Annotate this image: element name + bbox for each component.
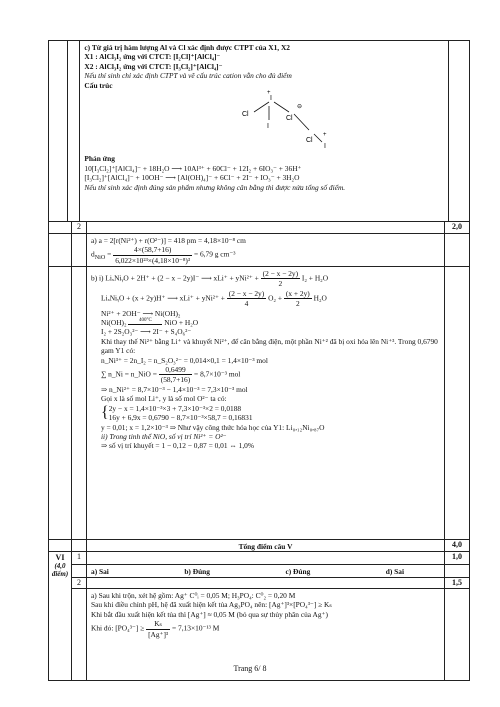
total-label: Tổng điểm câu V (87, 540, 445, 551)
c-note1: Nếu thí sinh chỉ xác định CTPT và vẽ cấu trúc cation vẫn cho đủ điểm (84, 71, 292, 81)
b-line13: y = 0,01; x = 1,2×10⁻³ ⇒ Như vậy công thức hóa học của Y1: Li₀,₁₂Ni₀,₈₇O (101, 422, 325, 432)
struct-atom-1: Cl (242, 111, 250, 119)
q6-label: VI (4,0 điểm) (49, 552, 72, 680)
a-density: $d_{NiO}$ = $\frac{4\times(58,7+16)}{\text{6,022×10²³×(4,18×10⁻⁸)³}}$ = 6,79 g cm⁻³ (91, 245, 236, 265)
option-c: c) Đúng (285, 567, 311, 576)
b-line3: Ni²⁺ + 2OH⁻ ⟶ Ni(OH)₂ (101, 308, 181, 318)
b-line1: b) i) LiₓNiᵧO + 2H⁺ + (2 − x − 2y)I⁻ ⟶ xLi⁺ + yNi²⁺ + $\frac{(2 - x - 2y)}{2}$ I₂ + H₂O (91, 269, 329, 289)
struct-atom-4: I (270, 95, 273, 103)
a-lhs-sub: NiO (94, 255, 106, 262)
b-line6: Khi thay thế Ni²⁺ bằng Li⁺ và khuyết Ni²⁺, để cân bằng điện, một phần Ni⁺² đã bị oxi hóa lên Ni⁺³. Trong 0,6790 gam Y1 có: (101, 336, 438, 356)
b-line9: ⇒ n_Ni²⁺ = 8,7×10⁻³ − 1,4×10⁻³ = 7,3×10⁻³ mol (101, 384, 248, 394)
cation-structure-diagram (84, 90, 444, 152)
row-part-b (49, 267, 469, 540)
b-line7: n_Ni³⁺ = 2n_I₂ = n_S₂O₃²⁻ = 0,014×0,1 = 1,4×10⁻³ mol (101, 355, 268, 365)
answer-table (48, 40, 470, 681)
c-eq1: 10[I₃Cl₂]⁺[AlCl₄]⁻ + 18H₂O ⟶ 10Al³⁺ + 60Cl⁻ + 12I₂ + 6IO₃⁻ + 36H⁺ (84, 163, 302, 173)
struct-charge-3: + (323, 132, 327, 139)
c-title: c) Từ giá trị hàm lượng Al và Cl xác định được CTPT của X1, X2 (84, 43, 290, 52)
q6-score1: 1,0 (452, 552, 462, 561)
b-line4: Ni(OH)₂ 400°C NiO + H₂O (101, 318, 199, 328)
c-x2: X2 : AlCl₃I₂ ứng với CTCT: [I₃Cl₂]⁺[AlCl₄]⁻ (84, 61, 223, 71)
row-part-c (49, 41, 469, 222)
c-x1: X1 : AlCl₃I₂ ứng với CTCT: [I₂Cl]⁺[AlCl₄]⁻ (84, 52, 221, 62)
b-system: { 2y − x = 1,4×10⁻³×3 + 7,3×10⁻³×2 = 0,0188 16y + 6,9x = 0,6790 − 8,7×10⁻³×58,7 = 0,16831 (101, 403, 253, 423)
option-b: b) Đúng (184, 567, 210, 576)
q6-line1: a) Sau khi trộn, xét hệ gồm: Ag⁺ C⁰ᵢ = 0,05 M; H₃PO₄: C⁰₂ = 0,20 M (91, 591, 296, 600)
a-fraction: $\frac{4\times(58,7+16)}{\text{6,022×10²³×(4,18×10⁻⁸)³}}$ (115, 245, 191, 265)
struct-atom-3: Cl (286, 115, 294, 123)
a-line1: a) a = 2[r(Ni²⁺) + r(O²⁻)] = 418 pm = 4,18×10⁻⁸ cm (91, 236, 246, 245)
q6-sub2: 2 (72, 578, 87, 588)
row-total (49, 540, 469, 552)
q6-line3: Khi bắt đầu xuất hiện kết tủa thì [Ag⁺] ≈ 0,05 M (bỏ qua sự thủy phân của Ag⁺) (91, 609, 328, 619)
q6-line2: Sau khi điều chỉnh pH, hệ đã xuất hiện kết tủa Ag₃PO₄ nên: [Ag⁺]³×[PO₄³⁻] ≥ Kₛ (91, 600, 332, 610)
q6-score2: 1,5 (452, 578, 462, 587)
a-rhs: = 6,79 g cm⁻³ (193, 250, 236, 260)
b-line11: 2y − x = 1,4×10⁻³×3 + 7,3×10⁻³×2 = 0,0188 (108, 403, 242, 413)
row-part-a (49, 234, 469, 267)
struct-atom-5: Cl (306, 137, 314, 145)
q6-line4: Khi đó: [PO₄³⁻] ≥ $\frac{\text{Kₛ}}{\text{[Ag⁺]³}}$ = 7,13×10⁻¹³ M (91, 619, 220, 639)
c-react-label: Phản ứng (84, 154, 115, 164)
b-line8: ∑ n_Ni = n_NiO = $\frac{0,6499}{(58,7+16)}$ = 8,7×10⁻³ mol (101, 365, 241, 385)
c-note2: Nếu thí sinh xác định đúng sản phẩm nhưng không cân bằng thì được nửa tổng số điểm. (84, 182, 346, 192)
b-line2: LiₓNiᵧO + (x + 2y)H⁺ ⟶ xLi⁺ + yNi²⁺ + $\frac{(2 - x - 2y)}{4}$ O₂ + $\frac{(x + 2y)}{2}$ H₂O (101, 288, 327, 309)
b-line12: 16y + 6,9x = 0,6790 − 8,7×10⁻³×58,7 = 0,16831 (108, 413, 253, 423)
b-line14: ii) Trong tinh thể NiO, số vị trí Ni²⁺ = O²⁻ (101, 431, 227, 441)
b-line5: I₂ + 2S₂O₃²⁻ ⟶ 2I⁻ + S₄O₆²⁻ (101, 327, 192, 337)
section2-num: 2 (72, 222, 87, 233)
option-a: a) Sai (91, 567, 109, 576)
b-line10: Gọi x là số mol Li⁺, y là số mol O²⁻ ta có: (101, 394, 227, 404)
total-score: 4,0 (452, 540, 462, 549)
score-top: 2,0 (452, 222, 462, 231)
q6-sub1: 1 (72, 552, 87, 564)
struct-atom-2: I (267, 123, 270, 131)
q6-options (87, 565, 445, 577)
row-q6 (49, 552, 469, 680)
struct-atom-6: I (324, 143, 327, 151)
a-lhs: d (91, 250, 95, 260)
page-footer: Trang 6/ 8 (233, 664, 267, 673)
c-eq2: [I₃Cl₂]⁺[AlCl₄]⁻ + 10OH⁻ ⟶ [Al(OH)₄]⁻ + 6Cl⁻ + 2I⁻ + IO₃⁻ + 3H₂O (84, 173, 300, 183)
option-d: d) Sai (385, 567, 404, 576)
row-section-2 (49, 222, 469, 234)
struct-charge-2: ⊖ (297, 104, 303, 111)
c-struct-label: Cấu trúc (84, 80, 113, 90)
b-line15: ⇒ số vị trí khuyết = 1 − 0,12 − 0,87 = 0,01 ⇔ 1,0% (101, 441, 255, 451)
struct-charge-1: + (267, 90, 271, 97)
